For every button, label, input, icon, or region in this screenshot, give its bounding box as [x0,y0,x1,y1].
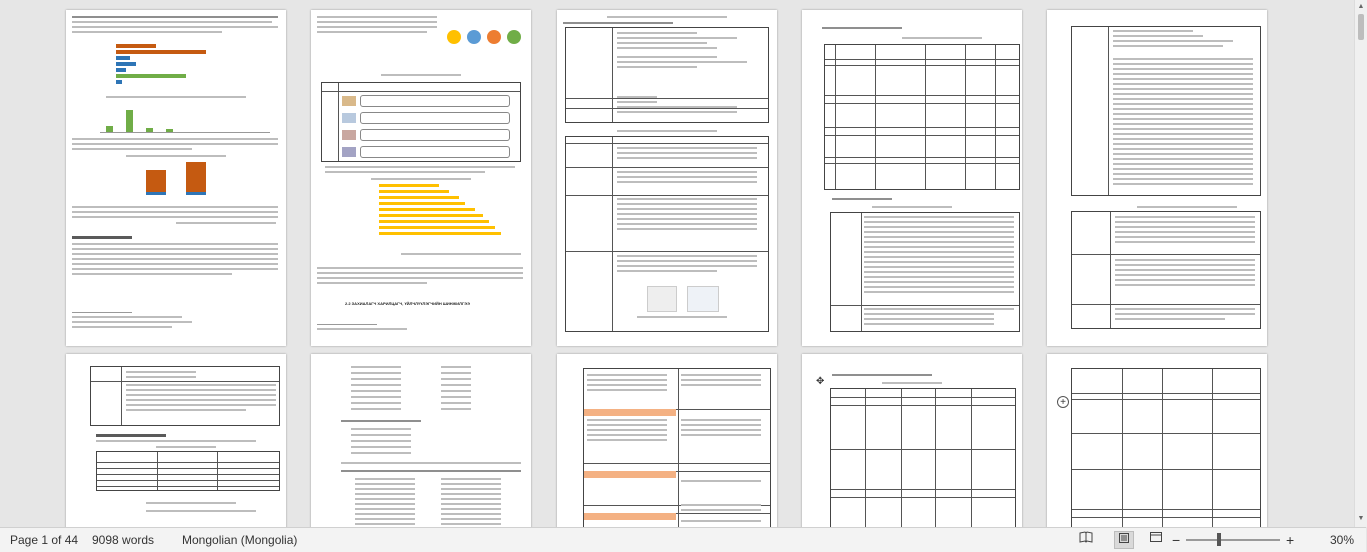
print-layout-icon[interactable] [1114,531,1134,549]
word-count[interactable]: 9098 words [92,533,155,547]
stacked-column-chart [126,160,226,198]
document-page-5[interactable] [1047,10,1267,346]
zoom-out-button[interactable]: − [1172,532,1181,548]
zoom-level[interactable]: 30% [1330,533,1355,547]
document-page-1[interactable] [66,10,286,346]
horizontal-bar-chart [96,40,256,92]
document-page-9[interactable] [802,354,1022,534]
add-icon[interactable]: + [1057,396,1069,408]
horizontal-bar-chart-2 [361,182,511,244]
document-page-8[interactable] [557,354,777,534]
scroll-down-icon[interactable]: ▼ [1357,515,1365,522]
status-bar [0,527,1366,552]
scroll-thumb[interactable] [1358,14,1364,40]
zoom-slider-thumb[interactable] [1217,533,1221,546]
zoom-in-button[interactable]: + [1286,532,1295,548]
document-page-7[interactable] [311,354,531,534]
language-indicator[interactable]: Mongolian (Mongolia) [182,533,298,547]
section-heading: 2.2 ЗАХИАЛАГЧ ХАРИЛЦАГЧ, ҮЙЛЧЛҮҮЛЭГЧИЙН ШИНЖИЛГЭЭ [345,301,470,306]
document-page-2[interactable] [311,10,531,346]
scroll-up-icon[interactable]: ▲ [1357,3,1365,10]
read-mode-icon[interactable] [1076,531,1096,549]
pin-icons-infographic [443,24,527,66]
zoom-slider[interactable] [1186,539,1280,541]
document-page-4[interactable] [802,10,1022,346]
document-page-6[interactable] [66,354,286,534]
page-count[interactable]: Page 1 of 44 [10,533,79,547]
document-page-10[interactable] [1047,354,1267,534]
web-layout-icon[interactable] [1146,531,1166,549]
column-chart [100,102,270,133]
vertical-scrollbar[interactable] [1354,0,1367,527]
move-handle-icon[interactable]: ✥ [816,376,825,387]
document-page-3[interactable] [557,10,777,346]
